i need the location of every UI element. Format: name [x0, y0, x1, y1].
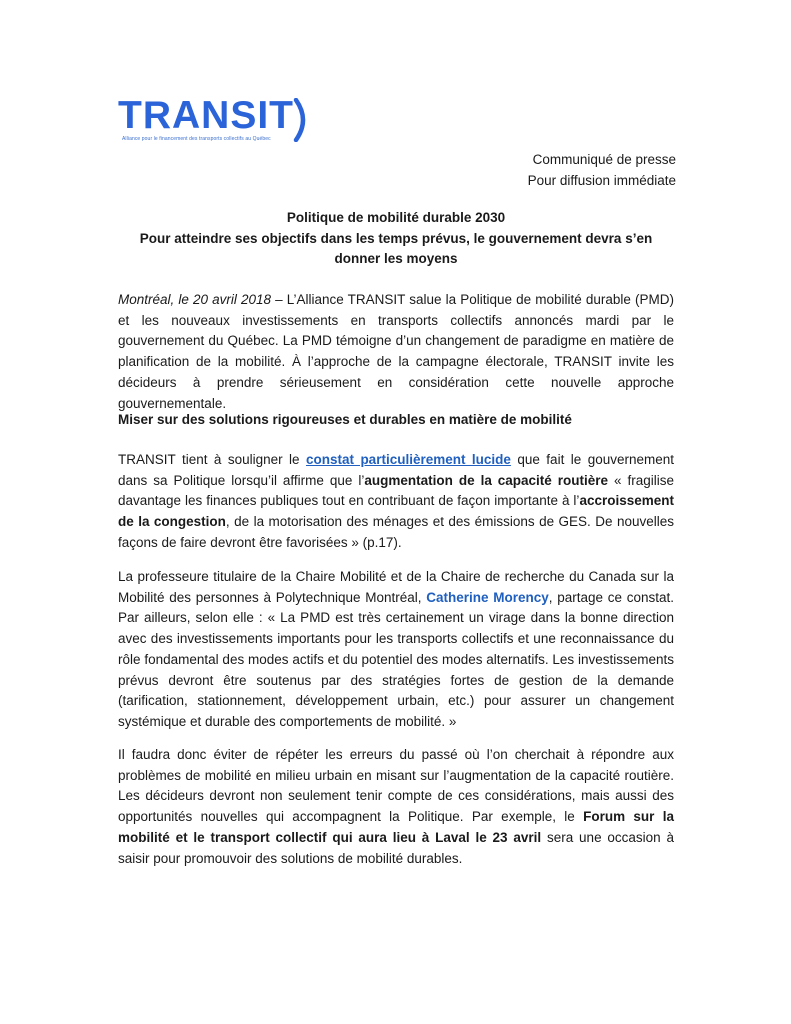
text: , de la motorisation des ménages et des émissions de GES. De nouvelles façons de faire devront être favorisées » (p.17).	[118, 514, 674, 550]
section-heading: Miser sur des solutions rigoureuses et durables en matière de mobilité	[118, 412, 572, 427]
subtitle-line: Pour atteindre ses objectifs dans les temps prévus, le gouvernement devra s’en donner les moyens	[139, 230, 653, 266]
catherine-morency-link[interactable]: Catherine Morency	[426, 589, 549, 605]
emphasis: Forum sur la mobilité et le transport collectif qui aura lieu à Laval le 23 avril	[118, 809, 675, 845]
text: La professeure titulaire de la Chaire Mobilité et de la Chaire de recherche du Canada sur la Mobilité des personnes à Polytechnique Montréal,	[118, 569, 674, 605]
press-label	[528, 150, 676, 191]
paragraph-morency	[118, 567, 674, 733]
text: sera une occasion à saisir pour promouvoir des solutions de mobilité durables.	[118, 829, 674, 866]
paragraph-forum	[118, 745, 674, 869]
transit-logo	[118, 96, 318, 148]
emphasis: augmentation de la capacité routière	[364, 472, 609, 488]
title-line: Politique de mobilité durable 2030	[286, 210, 506, 225]
text: , partage ce constat. Par ailleurs, selon elle : « La PMD est très certainement un virage dans la bonne direction avec des investissements importants pour les transports collectifs et une reconnaissance du rôle fondamental des modes actifs et du potentiel des modes alternatifs. Les investissements prévus devront être soutenus par des stratégies fortes de gestion de la demande (tarification, stationnement, développement urbain, etc.) pour assurer un changement systémique et durable des comportements de mobilité. »	[118, 589, 674, 729]
text: « fragilise davantage les finances publiques tout en contribuant de façon importante à l’	[118, 472, 674, 509]
paragraph-constat	[118, 450, 674, 554]
dateline-dash: –	[271, 292, 287, 307]
dateline: Montréal, le 20 avril 2018	[118, 292, 272, 307]
press-release-label: Communiqué de presse	[532, 152, 676, 167]
text: TRANSIT tient à souligner le	[118, 452, 306, 467]
immediate-release-label: Pour diffusion immédiate	[527, 172, 676, 188]
document-title	[118, 208, 674, 270]
constat-link[interactable]: constat particulièrement lucide	[306, 452, 511, 467]
intro-paragraph	[118, 290, 674, 414]
text: Il faudra donc éviter de répéter les erreurs du passé où l’on cherchait à répondre aux problèmes de mobilité en milieu urbain en misant sur l’augmentation de la capacité routière. Les décideurs devront non seulement tenir compte de ces considérations, mais aussi des opportunités nouvelles qui accompagnent la Politique. Par exemple, le	[118, 747, 674, 825]
logo-wordmark: TRANSIT	[118, 94, 294, 137]
intro-text: L’Alliance TRANSIT salue la Politique de mobilité durable (PMD) et les nouveaux investissements en transports collectifs annoncés mardi par le gouvernement du Québec. La PMD témoigne d’un changement de paradigme en matière de planification de la mobilité. À l’approche de la campagne électorale, TRANSIT invite les décideurs à prendre sérieusement en considération cette nouvelle approche gouvernementale.	[118, 292, 674, 411]
logo-tagline: Alliance pour le financement des transports collectifs au Québec	[122, 136, 271, 142]
emphasis: accroissement de la congestion	[118, 493, 674, 530]
text: que fait le gouvernement dans sa Politique lorsqu’il affirme que l’	[118, 452, 674, 488]
chevron-right-icon	[292, 98, 314, 142]
